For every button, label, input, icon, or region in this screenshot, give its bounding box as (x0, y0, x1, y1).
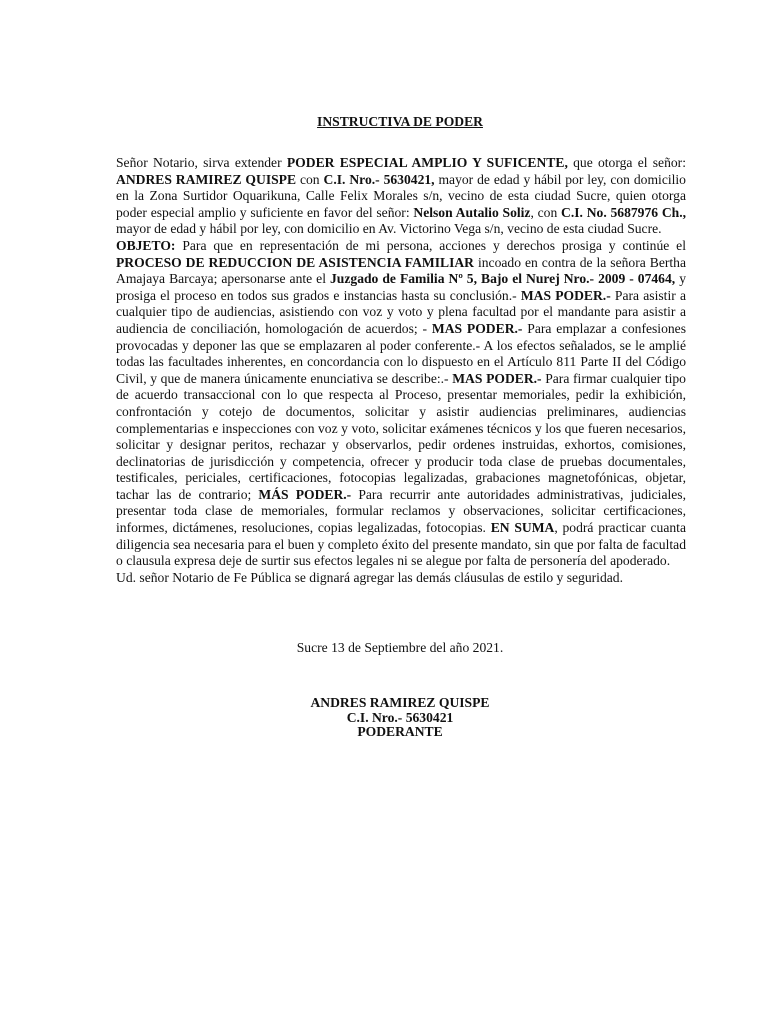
bold-text-run: Nelson Autalio Soliz (413, 204, 531, 220)
bold-text-run: MAS PODER.- (520, 287, 611, 303)
text-run: Para asistir a cualquier tipo de audiencias, asistiendo con voz y voto y plena facultad por el mandante para asistir a audiencia de conciliación, homologación de acuerdos; - (116, 287, 686, 336)
paragraph-closing (116, 570, 686, 587)
text-run: Señor Notario, sirva extender (116, 155, 287, 170)
bold-text-run: OBJETO: (116, 237, 176, 253)
text-run: Ud. señor Notario de Fe Pública se dignará agregar las demás cláusulas de estilo y seguridad. (116, 569, 623, 585)
bold-text-run: MAS PODER.- (452, 370, 542, 386)
signature-id: C.I. Nro.- 5630421 (346, 709, 454, 725)
text-run: Para firmar cualquier tipo de acuerdo transaccional con lo que respecta al Proceso, presentar memoriales, pedir la exhibición, confrontación y cotejo de documentos, solicitar y asistir audiencias preliminares, audiencias complementarias e inspecciones con voz y voto, solicitar exámenes técnicos y los que fueren necesarios, solicitar y designar peritos, rechazar y observarlos, pedir ordenes instruidas, exhortos, comisiones, declinatorias de jurisdicción y competencia, ofrecer y producir toda clase de pruebas documentales, testificales, periciales, certificaciones, fotocopias legalizadas, grabaciones magnetofónicas, objetar, tachar las de contrario; (116, 370, 686, 502)
text-run: que otorga el señor: (567, 155, 686, 170)
bold-text-run: PROCESO DE REDUCCION DE ASISTENCIA FAMILIAR (116, 254, 474, 270)
bold-text-run: MAS PODER.- (431, 320, 523, 336)
text-run: y prosiga el proceso en todos sus grados e instancias hasta su conclusión.- (116, 271, 686, 303)
text-run: Para recurrir ante autoridades administrativas, judiciales, presentar toda clase de memoriales, formular reclamos y observaciones, solicitar certificaciones, informes, dictámenes, resoluciones, copias legalizadas, fotocopias. (116, 486, 686, 536)
text-run: , con (530, 204, 562, 220)
bold-text-run: C.I. Nro.- 5630421, (323, 171, 435, 187)
text-run: Para emplazar a confesiones provocadas y deponer las que se emplazaren al poder conferente.- A los efectos señalados, se le amplié todas las facultades inherentes, en concordancia con lo dispuesto en el Artículo 811 Parte II del Código Civil, y que de manera únicamente enunciativa se describe:.- (116, 320, 686, 386)
paragraph-grant (116, 155, 686, 238)
text-run: Para que en representación de mi persona, acciones y derechos prosiga y continúe el (175, 237, 686, 253)
text-run: incoado en contra de la señora Bertha Amajaya Barcaya; apersonarse ante el (116, 254, 686, 287)
signature-role: PODERANTE (357, 724, 443, 739)
text-run: con (296, 171, 324, 187)
bold-text-run: MÁS PODER.- (258, 486, 352, 502)
document-body (116, 155, 686, 586)
bold-text-run: PODER ESPECIAL AMPLIO Y SUFICENTE, (286, 155, 568, 170)
text-run: , podrá practicar cuanta diligencia sea necesaria para el buen y completo éxito del presente mandato, sin que por falta de facultad o clausula expresa deje de surtir sus efectos legales ni se alegue por falta de personería del apoderado. (116, 520, 686, 569)
text-run: mayor de edad y hábil por ley, con domicilio en Av. Victorino Vega s/n, vecino de esta ciudad Sucre. (116, 221, 662, 237)
bold-text-run: EN SUMA (490, 520, 555, 536)
bold-text-run: C.I. No. 5687976 Ch., (561, 204, 687, 220)
signature-name: ANDRES RAMIREZ QUISPE (310, 695, 490, 710)
date-line: Sucre 13 de Septiembre del año 2021. (296, 640, 504, 655)
document-title: INSTRUCTIVA DE PODER (317, 114, 483, 129)
bold-text-run: Juzgado de Familia Nº 5, Bajo el Nurej Nro.- 2009 - 07464, (330, 271, 676, 287)
paragraph-objeto (116, 238, 686, 570)
signature-block (0, 696, 768, 740)
bold-text-run: ANDRES RAMIREZ QUISPE (116, 171, 297, 187)
text-run: mayor de edad y hábil por ley, con domicilio en la Zona Surtidor Oquarikuna, Calle Felix Morales s/n, vecino de esta ciudad Sucre, quien otorga poder especial amplio y suficiente en favor del señor: (116, 171, 686, 220)
